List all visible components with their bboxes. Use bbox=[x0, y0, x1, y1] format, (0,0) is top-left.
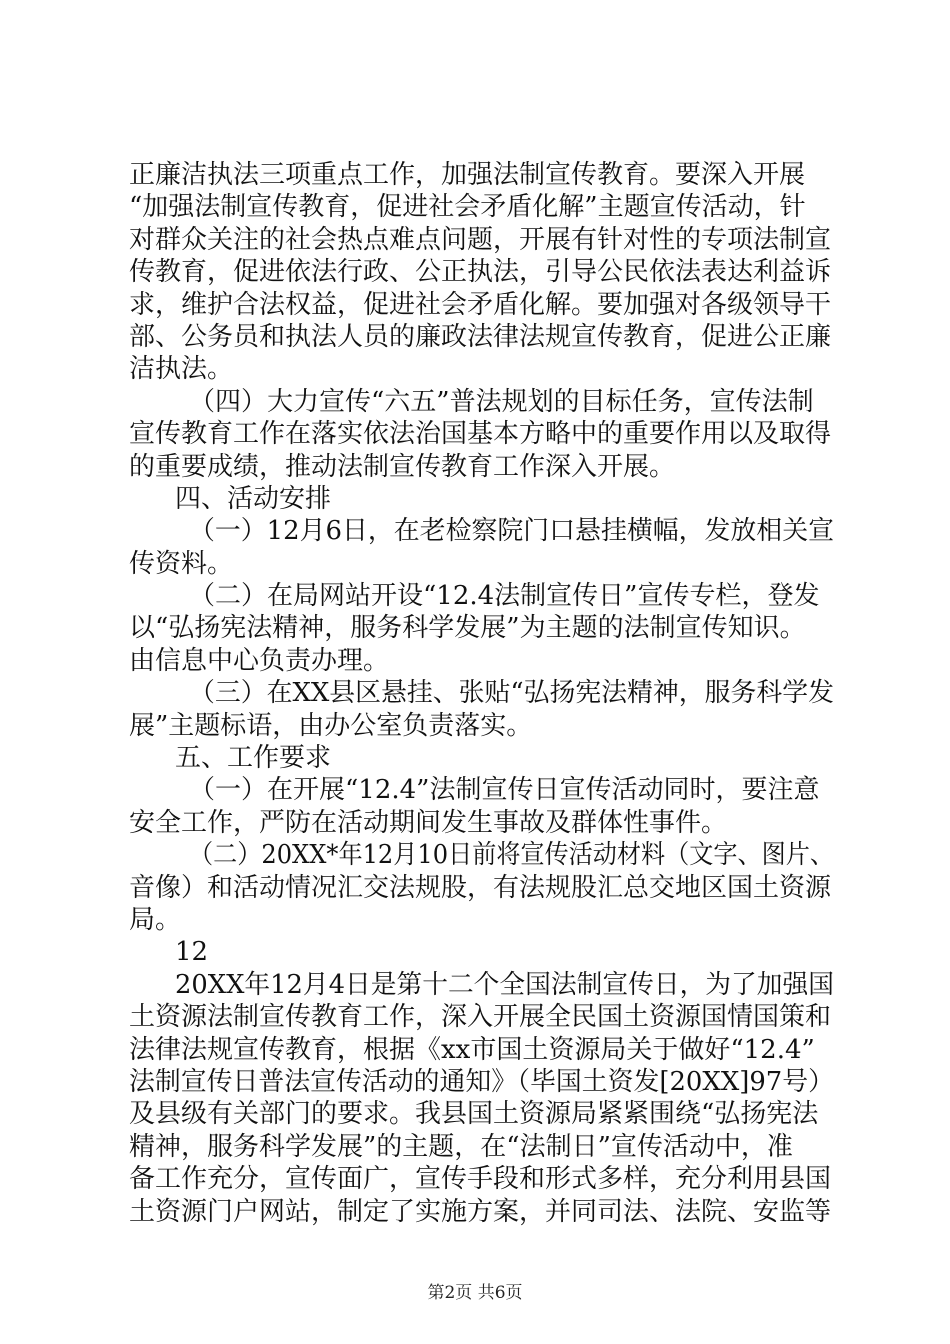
text-line: 土资源法制宣传教育工作，深入开展全民国土资源国情国策和 bbox=[129, 1002, 832, 1033]
text-line: 正廉洁执法三项重点工作，加强法制宣传教育。要深入开展 bbox=[129, 160, 806, 190]
text-line: 展”主题标语，由办公室负责落实。 bbox=[129, 710, 533, 741]
text-line: 洁执法。 bbox=[129, 354, 234, 385]
text-line: 局。 bbox=[129, 904, 182, 935]
text-line: 五、工作要求 bbox=[175, 743, 332, 774]
text-line: （一）12月6日，在老检察院门口悬挂横幅，发放相关宣 bbox=[189, 516, 834, 547]
text-line: （四）大力宣传“六五”普法规划的目标任务，宣传法制 bbox=[189, 386, 814, 417]
text-line: 12 bbox=[175, 937, 209, 968]
text-line: “加强法制宣传教育，促进社会矛盾化解”主题宣传活动，针 bbox=[129, 192, 806, 223]
text-line: 法制宣传日普法宣传活动的通知》（毕国土资发[20XX]97号） bbox=[129, 1066, 834, 1097]
text-line: （二）20XX*年12月10日前将宣传活动材料（文字、图片、 bbox=[189, 840, 834, 871]
text-line: 宣传教育工作在落实依法治国基本方略中的重要作用以及取得 bbox=[129, 419, 832, 450]
document-body bbox=[129, 159, 834, 1228]
text-line: （二）在局网站开设“12.4法制宣传日”宣传专栏，登发 bbox=[189, 581, 820, 612]
text-line: 传教育，促进依法行政、公正执法，引导公民依法表达利益诉 bbox=[129, 257, 832, 288]
text-line: 部、公务员和执法人员的廉政法律法规宣传教育，促进公正廉 bbox=[129, 321, 832, 352]
text-line: 传资料。 bbox=[129, 548, 234, 579]
text-line: 精神，服务科学发展”的主题，在“法制日”宣传活动中，准 bbox=[129, 1131, 793, 1162]
text-line: 20XX年12月4日是第十二个全国法制宣传日，为了加强国 bbox=[175, 969, 834, 1000]
text-line: 安全工作，严防在活动期间发生事故及群体性事件。 bbox=[129, 807, 728, 838]
text-line: 土资源门户网站，制定了实施方案，并同司法、法院、安监等 bbox=[129, 1196, 832, 1227]
text-line: 对群众关注的社会热点难点问题，开展有针对性的专项法制宣 bbox=[129, 224, 832, 255]
text-line: 以“弘扬宪法精神，服务科学发展”为主题的法制宣传知识。 bbox=[129, 613, 806, 644]
text-line: 四、活动安排 bbox=[175, 483, 332, 514]
text-line: 及县级有关部门的要求。我县国土资源局紧紧围绕“弘扬宪法 bbox=[129, 1099, 819, 1130]
text-line: 由信息中心负责办理。 bbox=[129, 645, 390, 676]
text-line: （一）在开展“12.4”法制宣传日宣传活动同时，要注意 bbox=[189, 775, 820, 806]
page-footer bbox=[0, 1278, 950, 1303]
text-line: 求，维护合法权益，促进社会矛盾化解。要加强对各级领导干 bbox=[129, 289, 832, 320]
page-number: 第2页 共6页 bbox=[427, 1283, 523, 1303]
text-line: 的重要成绩，推动法制宣传教育工作深入开展。 bbox=[129, 451, 676, 482]
text-line: 法律法规宣传教育，根据《xx市国土资源局关于做好“12.4” bbox=[129, 1034, 815, 1065]
text-line: （三）在XX县区悬挂、张贴“弘扬宪法精神，服务科学发 bbox=[189, 678, 834, 709]
text-line: 备工作充分，宣传面广，宣传手段和形式多样，充分利用县国 bbox=[129, 1164, 832, 1195]
text-line: 音像）和活动情况汇交法规股，有法规股汇总交地区国土资源 bbox=[129, 872, 832, 903]
